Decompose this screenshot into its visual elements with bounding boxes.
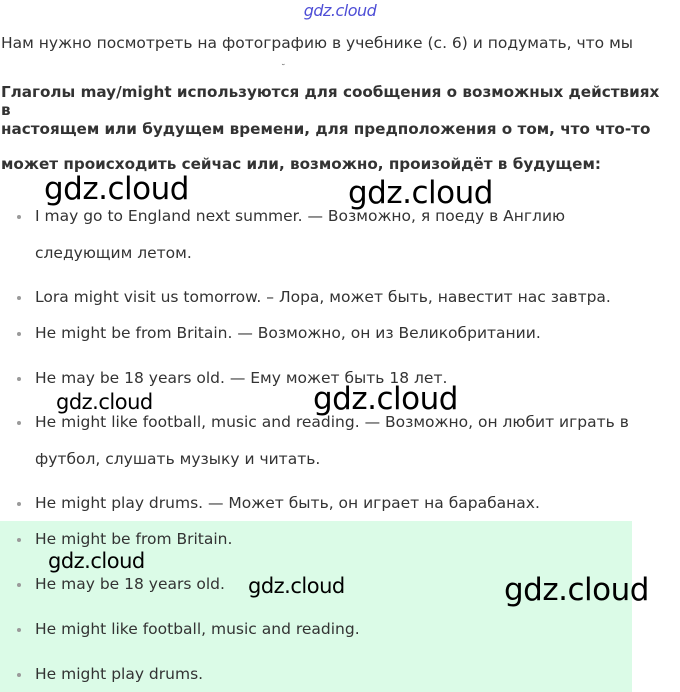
bullet <box>17 296 21 300</box>
watermark: gdz.cloud <box>313 381 458 417</box>
example-text: I may go to England next summer. — Возможно, я поеду в Англию <box>35 207 566 225</box>
example-text: He may be 18 years old. — Ему может быть 18 лет. <box>35 369 448 387</box>
example-text: He might be from Britain. — Возможно, он из Великобритании. <box>35 324 541 342</box>
bullet <box>17 583 21 587</box>
watermark: gdz.cloud <box>44 171 189 207</box>
tiny-mark: ˘ <box>281 64 286 74</box>
example-text: He might like football, music and reading. — Возможно, он любит играть в <box>35 413 629 431</box>
bullet <box>17 502 21 506</box>
watermark: gdz.cloud <box>56 390 153 414</box>
watermark: gdz.cloud <box>48 549 145 573</box>
answer-text: He might be from Britain. <box>35 530 233 548</box>
answer-text: He might like football, music and reading. <box>35 620 360 638</box>
bullet <box>17 538 21 542</box>
example-text: He might play drums. — Может быть, он играет на барабанах. <box>35 494 540 512</box>
watermark: gdz.cloud <box>348 175 493 211</box>
bullet <box>17 628 21 632</box>
answer-text: He may be 18 years old. <box>35 575 225 593</box>
header-watermark: gdz.cloud <box>303 1 377 20</box>
rule-line: настоящем или будущем времени, для предположения о том, что что-то <box>1 120 651 138</box>
bullet <box>17 332 21 336</box>
bullet <box>17 421 21 425</box>
intro-text: Нам нужно посмотреть на фотографию в учебнике (с. 6) и подумать, что мы <box>1 34 634 52</box>
bullet <box>17 215 21 219</box>
answer-text: He might play drums. <box>35 665 204 683</box>
example-text-continued: футбол, слушать музыку и читать. <box>35 450 321 468</box>
bullet <box>17 673 21 677</box>
watermark: gdz.cloud <box>504 572 649 608</box>
watermark: gdz.cloud <box>248 574 345 598</box>
rule-line: Глаголы may/might используются для сообщения о возможных действиях в <box>1 83 660 119</box>
rule-line: может происходить сейчас или, возможно, произойдёт в будущем: <box>1 155 601 173</box>
example-text-continued: следующим летом. <box>35 244 192 262</box>
example-text: Lora might visit us tomorrow. – Лора, может быть, навестит нас завтра. <box>35 288 611 306</box>
bullet <box>17 377 21 381</box>
